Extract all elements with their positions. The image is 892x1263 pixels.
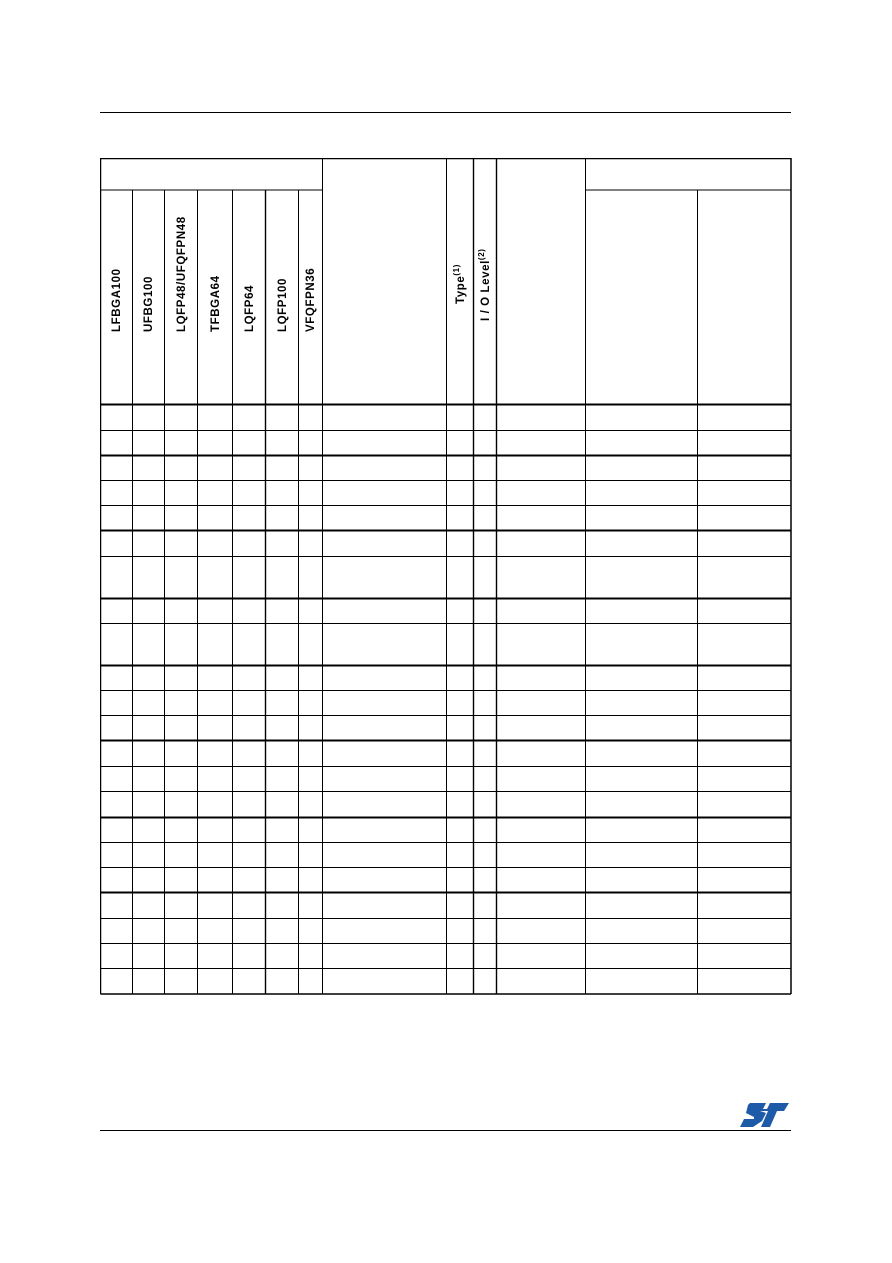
package-header-label: LQFP64 <box>244 284 256 332</box>
table-grid <box>100 158 792 995</box>
package-header-label: LQFP100 <box>277 277 289 332</box>
package-header-label: LQFP48/UFQFPN48 <box>176 216 188 332</box>
pin-description-table <box>100 158 792 995</box>
st-logo <box>740 1101 790 1129</box>
header-rule <box>100 112 791 113</box>
package-header-label: LFBGA100 <box>111 268 123 332</box>
type-header-label: Type$^{(1)}$ <box>452 264 467 304</box>
io-level-header-label: I / O Level$^{(2)}$ <box>477 248 492 321</box>
package-header-label: VFQFPN36 <box>305 267 317 332</box>
package-header-label: TFBGA64 <box>210 275 222 332</box>
footer-rule <box>100 1130 791 1131</box>
package-header-label: UFBG100 <box>143 276 155 332</box>
